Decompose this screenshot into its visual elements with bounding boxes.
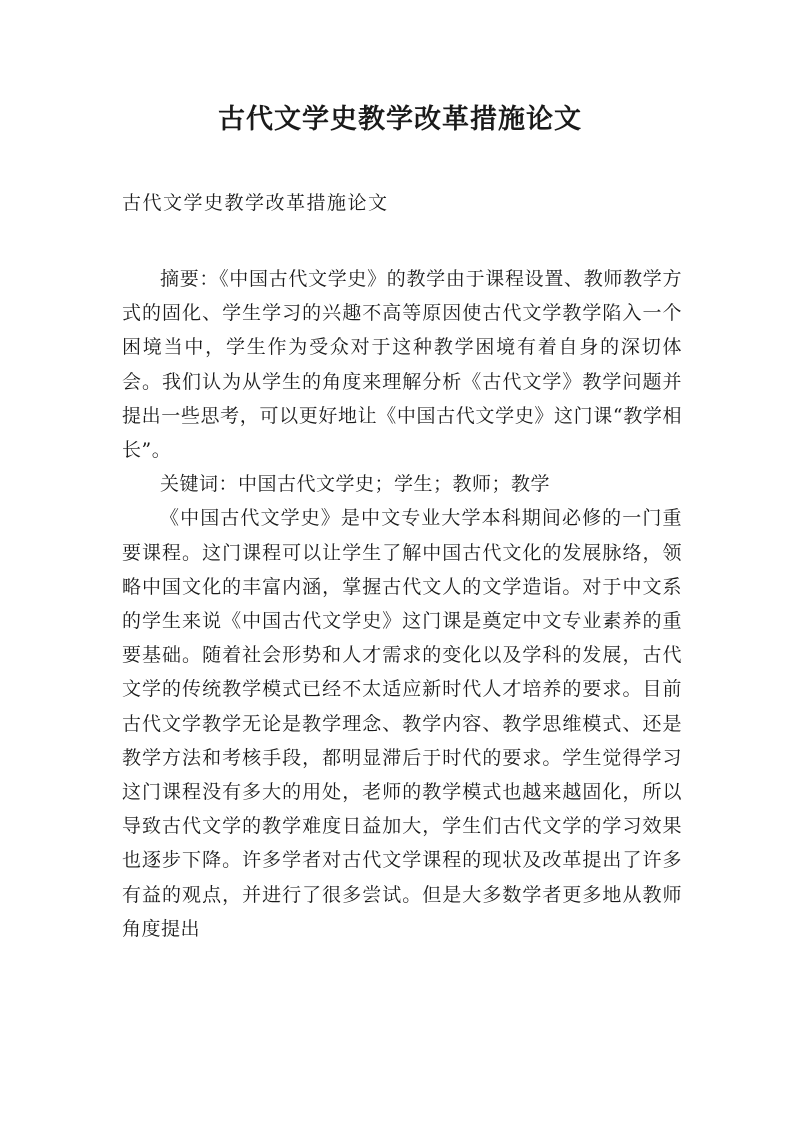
body-paragraph: 《中国古代文学史》是中文专业大学本科期间必修的一门重要课程。这门课程可以让学生了解中国古代文化的发展脉络，领略中国文化的丰富内涵，掌握古代文人的文学造诣。对于中文系的学生来说《中国古代文学史》这门课是奠定中文专业素养的重要基础。随着社会形势和人才需求的变化以及学科的发展，古代文学的传统教学模式已经不太适应新时代人才培养的要求。目前古代文学教学无论是教学理念、教学内容、教学思维模式、还是教学方法和考核手段，都明显滞后于时代的要求。学生觉得学习这门课程没有多大的用处，老师的教学模式也越来越固化，所以导致古代文学的教学难度日益加大，学生们古代文学的学习效果也逐步下降。许多学者对古代文学课程的现状及改革提出了许多有益的观点，并进行了很多尝试。但是大多数学者更多地从教师角度提出 [122, 507, 682, 940]
document-title: 古代文学史教学改革措施论文 [218, 104, 582, 135]
document-subtitle: 古代文学史教学改革措施论文 [122, 192, 389, 214]
abstract-paragraph: 摘要：《中国古代文学史》的教学由于课程设置、教师教学方式的固化、学生学习的兴趣不高等原因使古代文学教学陷入一个困境当中，学生作为受众对于这种教学困境有着自身的深切体会。我们认为从学生的角度来理解分析《古代文学》教学问题并提出一些思考，可以更好地让《中国古代文学史》这门课“教学相长”。 [122, 268, 682, 462]
document-body [122, 262, 682, 946]
keywords-paragraph: 关键词：中国古代文学史；学生；教师；教学 [160, 473, 551, 496]
